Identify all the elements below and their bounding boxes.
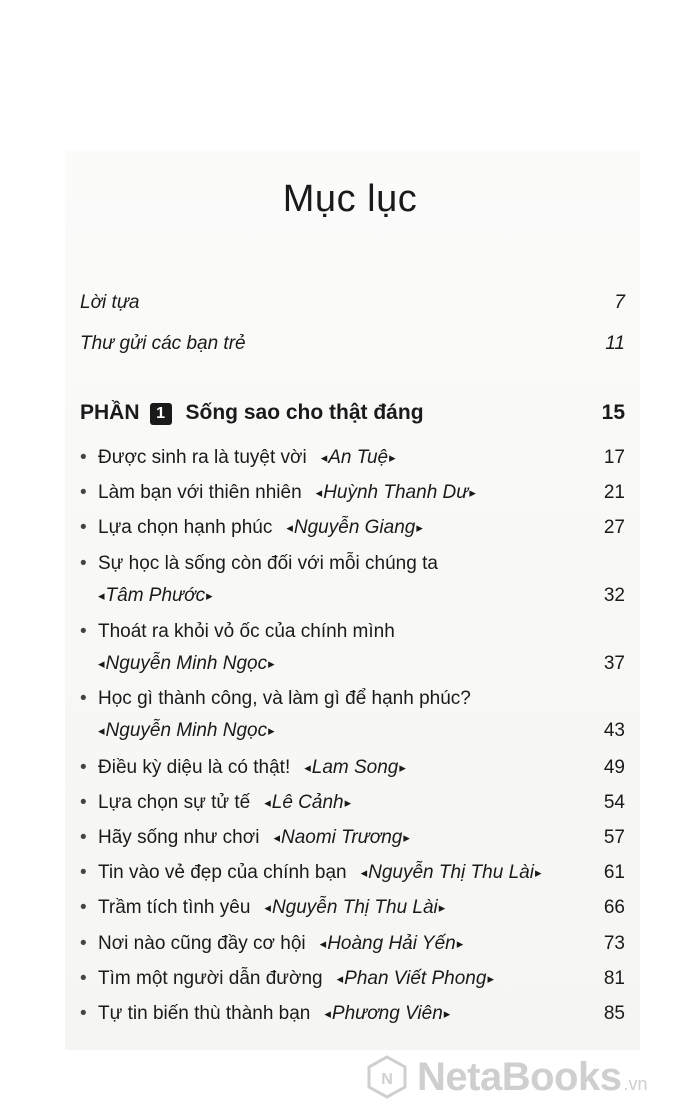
toc-page-number: 85: [603, 1003, 625, 1024]
toc-page-number: 66: [603, 897, 625, 918]
bullet-icon: •: [80, 862, 87, 883]
toc-entry-title-line[interactable]: [80, 552, 625, 576]
entry-title: Tự tin biến thù thành bạn: [98, 1003, 311, 1024]
entry-author: ◂ Nguyễn Thị Thu Lài ▸: [361, 862, 542, 883]
entry-author: ◂ Huỳnh Thanh Dư ▸: [316, 482, 476, 503]
bullet-icon: •: [80, 757, 87, 778]
toc-page-number: 11: [605, 333, 625, 354]
entry-title: Lựa chọn hạnh phúc: [98, 517, 273, 538]
bullet-icon: •: [80, 517, 87, 538]
toc-part-heading[interactable]: [80, 400, 625, 426]
watermark-suffix: .vn: [623, 1073, 648, 1094]
netabooks-watermark: [365, 1047, 695, 1107]
bullet-icon: •: [80, 792, 87, 813]
entry-author: ◂ Lê Cảnh ▸: [264, 792, 351, 813]
toc-label: Thư gửi các bạn trẻ: [80, 333, 246, 354]
toc-entry[interactable]: [80, 481, 625, 505]
toc-page-number: 43: [603, 720, 625, 741]
entry-title: Thoát ra khỏi vỏ ốc của chính mình: [98, 621, 395, 642]
entry-author: ◂ Phương Viên ▸: [324, 1003, 450, 1024]
entry-title: Trầm tích tình yêu: [98, 897, 251, 918]
toc-page-number: 61: [603, 862, 625, 883]
toc-front-preface[interactable]: [80, 291, 625, 315]
toc-entry[interactable]: [80, 446, 625, 470]
toc-page-number: 81: [603, 968, 625, 989]
page-title: Mục lục: [282, 178, 418, 220]
bullet-icon: •: [80, 1003, 87, 1024]
toc-page-number: 32: [603, 585, 625, 606]
entry-title: Tìm một người dẫn đường: [98, 968, 323, 989]
bullet-icon: •: [80, 968, 87, 989]
toc-entry[interactable]: [80, 861, 625, 885]
entry-title: Nơi nào cũng đầy cơ hội: [98, 933, 306, 954]
bullet-icon: •: [80, 688, 87, 709]
toc-page-number: 21: [603, 482, 625, 503]
toc-front-letter[interactable]: [80, 332, 625, 356]
toc-entry[interactable]: [80, 756, 625, 780]
entry-author: ◂ Nguyễn Giang ▸: [286, 517, 423, 538]
part-title: Sống sao cho thật đáng: [185, 401, 424, 424]
entry-author: ◂ Tâm Phước ▸: [98, 585, 213, 606]
toc-page-number: 7: [614, 292, 625, 313]
entry-title: Sự học là sống còn đối với mỗi chúng ta: [98, 553, 438, 574]
entry-author: ◂ An Tuệ ▸: [321, 447, 396, 468]
toc-entry-title-line[interactable]: [80, 687, 625, 711]
entry-title: Điều kỳ diệu là có thật!: [98, 757, 291, 778]
toc-entry-author-line[interactable]: [80, 719, 625, 743]
toc-page-number: 54: [603, 792, 625, 813]
entry-author: ◂ Lam Song ▸: [304, 757, 406, 778]
entry-title: Làm bạn với thiên nhiên: [98, 482, 302, 503]
toc-entry[interactable]: [80, 826, 625, 850]
toc-entry[interactable]: [80, 932, 625, 956]
entry-title: Được sinh ra là tuyệt vời: [98, 447, 307, 468]
toc-entry[interactable]: [80, 791, 625, 815]
toc-page-number: 73: [603, 933, 625, 954]
bullet-icon: •: [80, 553, 87, 574]
bullet-icon: •: [80, 482, 87, 503]
toc-entry[interactable]: [80, 967, 625, 991]
toc-entry[interactable]: [80, 896, 625, 920]
bullet-icon: •: [80, 933, 87, 954]
entry-title: Lựa chọn sự tử tế: [98, 792, 251, 813]
entry-author: ◂ Nguyễn Thị Thu Lài ▸: [264, 897, 445, 918]
part-number-badge: 1: [150, 403, 172, 425]
toc-page-number: 15: [601, 401, 625, 424]
bullet-icon: •: [80, 897, 87, 918]
entry-author: ◂ Nguyễn Minh Ngọc ▸: [98, 720, 275, 741]
entry-title: Học gì thành công, và làm gì để hạnh phúc?: [98, 688, 471, 709]
entry-title: Hãy sống như chơi: [98, 827, 260, 848]
bullet-icon: •: [80, 447, 87, 468]
part-prefix: PHẦN: [80, 401, 140, 424]
toc-entry-title-line[interactable]: [80, 620, 625, 644]
toc-entry[interactable]: [80, 516, 625, 540]
bullet-icon: •: [80, 827, 87, 848]
toc-label: Lời tựa: [80, 292, 140, 313]
watermark-brand: NetaBooks: [417, 1054, 622, 1099]
toc-page-number: 49: [603, 757, 625, 778]
toc-page-number: 57: [603, 827, 625, 848]
toc-page-number: 17: [603, 447, 625, 468]
svg-text:N: N: [381, 1071, 393, 1088]
toc-page-number: 37: [603, 653, 625, 674]
entry-author: ◂ Phan Viết Phong ▸: [337, 968, 494, 989]
toc-entry-author-line[interactable]: [80, 584, 625, 608]
toc-entry-author-line[interactable]: [80, 652, 625, 676]
bullet-icon: •: [80, 621, 87, 642]
entry-author: ◂ Hoàng Hải Yến ▸: [320, 933, 464, 954]
entry-author: ◂ Nguyễn Minh Ngọc ▸: [98, 653, 275, 674]
entry-title: Tin vào vẻ đẹp của chính bạn: [98, 862, 347, 883]
toc-page-number: 27: [603, 517, 625, 538]
entry-author: ◂ Naomi Trương ▸: [273, 827, 409, 848]
toc-entry[interactable]: [80, 1002, 625, 1026]
netabooks-logo-icon: [365, 1055, 409, 1099]
